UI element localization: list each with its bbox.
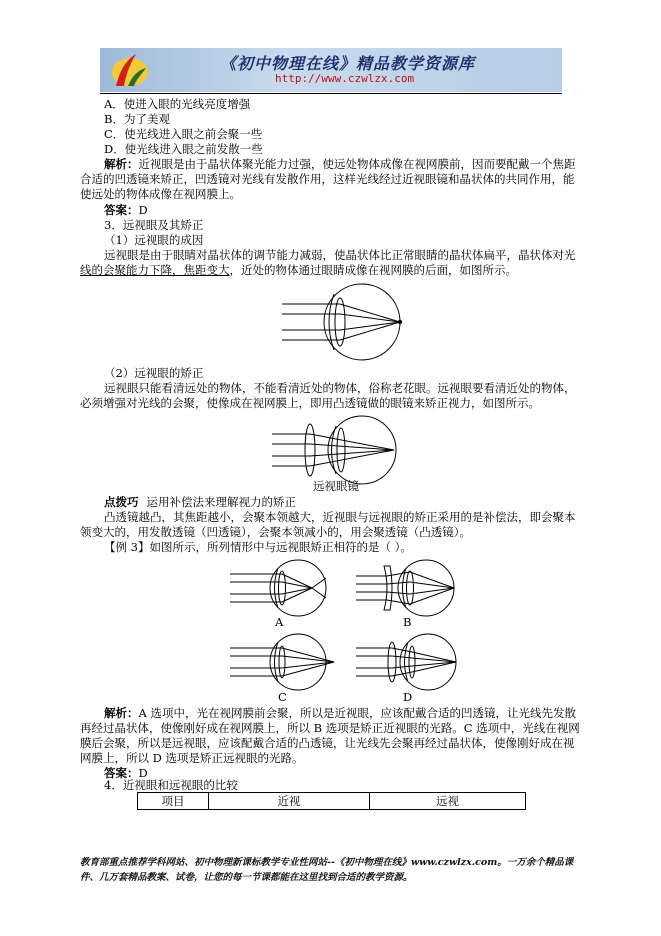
section-3-heading: 3．远视眼及其矫正 xyxy=(104,218,204,232)
analysis-2-line-3: 膜后会聚，所以是远视眼，应该配戴合适的凸透镜，让光线先会聚再经过晶状体，使像刚好成在视 xyxy=(80,736,575,750)
tip-label-2: 巧 xyxy=(127,495,139,509)
table-row xyxy=(138,793,526,810)
tip-text: 运用补偿法来理解视力的矫正 xyxy=(146,495,296,509)
table-header-item: 项目 xyxy=(138,793,209,810)
answer-label: 答案： xyxy=(104,766,139,780)
option-b: B．为了美观 xyxy=(104,112,170,126)
option-d-label: D xyxy=(403,690,413,704)
underlined-text: 线的会聚能力下降，焦距变大 xyxy=(80,263,230,277)
focal-point xyxy=(398,320,402,324)
analysis-2-line-2: 再经过晶状体，使像刚好成在视网膜上，所以 B 选项是矫正近视眼的光路。C 选项中，光线在视网 xyxy=(80,721,580,735)
banner-title: 《初中物理在线》精品教学资源库 xyxy=(220,54,476,73)
footer-line-1: 教育部重点推荐学科网站、初中物理新课标教学专业性网站--《初中物理在线》www.czwlzx.com。一万余个精品课 xyxy=(80,857,574,868)
footer-line-2: 件、几万套精品教案、试卷，让您的每一节课都能在这里找到合适的教学资源。 xyxy=(80,872,413,883)
option-c: C．使光线进入眼之前会聚一些 xyxy=(104,127,263,141)
section-3-para-1-line-1: 远视眼是由于眼睛对晶状体的调节能力减弱，使晶状体比正常眼睛的晶状体扁平，晶状体对光 xyxy=(104,248,576,262)
logo-icon xyxy=(106,50,150,90)
tip-line-2: 领变大的，用发散透镜（凹透镜），会聚本领减小的，用会聚透镜（凸透镜）。 xyxy=(80,525,471,539)
analysis-label: 解析： xyxy=(104,706,139,720)
analysis-text: 近视眼是由于晶状体聚光能力过强，使远处物体成像在视网膜前，因而要配戴一个焦距 xyxy=(138,157,576,171)
hyperopia-eye-figure xyxy=(278,282,408,362)
answer-value: D xyxy=(138,766,148,780)
option-a: A．使进入眼的光线亮度增强 xyxy=(104,97,251,111)
analysis-2-line-1 xyxy=(104,706,576,721)
option-a-label: A xyxy=(275,615,284,629)
section-3-para-2-line-2: 必须增强对光线的会聚，使像成在视网膜上，即用凸透镜做的眼镜来矫正视力，如图所示。 xyxy=(80,396,540,410)
analysis-1-line-1 xyxy=(104,157,576,172)
analysis-2-line-4: 网膜上，所以 D 选项是矫正远视眼的光路。 xyxy=(80,751,304,765)
answer-1 xyxy=(104,203,148,218)
section-3-sub-2: （2）远视眼的矫正 xyxy=(104,366,204,380)
concave-lens xyxy=(384,566,392,610)
tip-label: 点拨 xyxy=(104,495,127,509)
option-d-figure xyxy=(354,632,464,692)
section-3-sub-1: （1）远视眼的成因 xyxy=(104,233,204,247)
page-footer xyxy=(80,855,600,885)
figure-caption: 远视眼镜 xyxy=(313,479,359,493)
option-c-label: C xyxy=(278,690,287,704)
answer-label: 答案： xyxy=(104,203,139,217)
tip-heading xyxy=(104,495,296,510)
section-4-heading: 4．近视眼和远视眼的比较 xyxy=(104,778,238,792)
option-b-label: B xyxy=(403,615,412,629)
banner-url[interactable]: http://www.czwlzx.com xyxy=(275,72,415,85)
option-d: D．使光线进入眼之前发散一些 xyxy=(104,142,263,156)
header-banner xyxy=(100,48,562,92)
analysis-1-line-3: 使远处的物体成像在视网膜上。 xyxy=(80,187,241,201)
analysis-text: A 选项中，光在视网膜前会聚，所以是近视眼，应该配戴合适的凹透镜，让光线先发散 xyxy=(138,706,576,720)
option-a-figure xyxy=(228,558,338,618)
plain-text: ，近处的物体通过眼睛成像在视网膜的后面，如图所示。 xyxy=(229,263,517,277)
answer-value: D xyxy=(138,203,148,217)
header-rule xyxy=(100,93,562,94)
option-c-figure xyxy=(228,632,338,692)
table-header-myopia: 近视 xyxy=(209,793,370,810)
tip-line-1: 凸透镜越凸，其焦距越小，会聚本领越大，近视眼与远视眼的矫正采用的是补偿法，即会聚本 xyxy=(104,510,576,524)
convex-glasses-lens xyxy=(305,424,315,476)
option-b-figure xyxy=(354,558,464,618)
comparison-table xyxy=(137,792,526,810)
analysis-1-line-2: 合适的凹透镜来矫正，凹透镜对光线有发散作用，这样光线经过近视眼镜和晶状体的共同作用，能 xyxy=(80,172,575,186)
example-3-question: 【例 3】如图所示，所列情形中与远视眼矫正相符的是（ ）。 xyxy=(104,540,412,554)
section-3-para-2-line-1: 远视眼只能看清远处的物体，不能看清近处的物体，俗称老花眼。远视眼要看清近处的物体， xyxy=(104,381,576,395)
section-3-para-1-line-2 xyxy=(80,263,517,278)
table-header-hyperopia: 远视 xyxy=(370,793,526,810)
analysis-label: 解析： xyxy=(104,157,139,171)
